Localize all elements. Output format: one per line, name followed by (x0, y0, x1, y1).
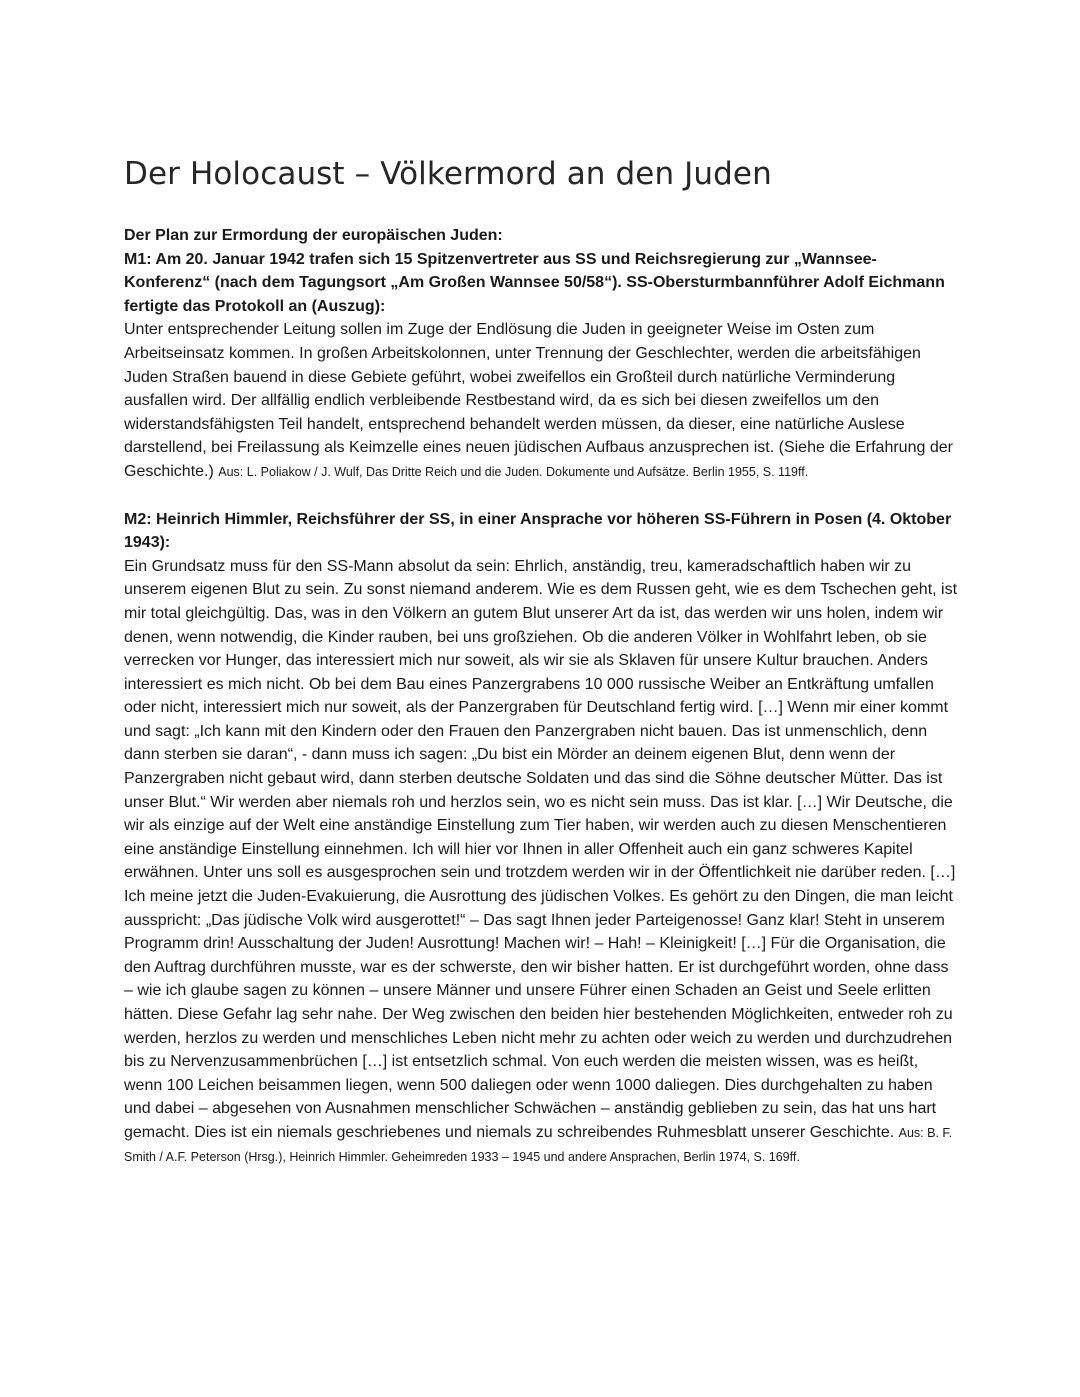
material-heading-m2: M2: Heinrich Himmler, Reichsführer der SS, in einer Ansprache vor höheren SS-Führern in Posen (4. Oktober 1943): (124, 510, 952, 552)
material-source-m1: Aus: L. Poliakow / J. Wulf, Das Dritte Reich und die Juden. Dokumente und Aufsätze. Berlin 1955, S. 119ff. (218, 464, 809, 479)
material-block-m1 (124, 224, 960, 484)
material-body-m1: Unter entsprechender Leitung sollen im Zuge der Endlösung die Juden in geeigneter Weise im Osten zum Arbeitseinsatz kommen. In großen Arbeitskolonnen, unter Trennung der Geschlechter, werden die arbeitsfähigen Juden Straßen bauend in diese Gebiete geführt, wobei zweifellos ein Großteil durch natürliche Verminderung ausfallen wird. Der allfällig endlich verbleibende Restbestand wird, da es sich bei diesen zweifellos um den widerstandsfähigsten Teil handelt, entsprechend behandelt werden müssen, da dieser, eine natürliche Auslese darstellend, bei Freilassung als Keimzelle eines neuen jüdischen Aufbaus anzusprechen ist. (Siehe die Erfahrung der Geschichte.) (124, 321, 953, 480)
section-heading: Der Plan zur Ermordung der europäischen Juden: (124, 227, 503, 244)
material-text-m2 (124, 555, 960, 1168)
material-block-m2 (124, 508, 960, 1169)
material-source-m2: Aus: B. F. Smith / A.F. Peterson (Hrsg.), Heinrich Himmler. Geheimreden 1933 – 1945 und andere Ansprachen, Berlin 1974, S. 169ff. (124, 1125, 953, 1164)
material-body-m2: Ein Grundsatz muss für den SS-Mann absolut da sein: Ehrlich, anständig, treu, kameradschaftlich haben wir zu unserem eigenen Blut zu sein. Zu sonst niemand anderem. Wie es dem Russen geht, wie es dem Tschechen geht, ist mir total gleichgültig. Das, was in den Völkern an gutem Blut unserer Art da ist, das werden wir uns holen, indem wir denen, wenn notwendig, die Kinder rauben, bei uns großziehen. Ob die anderen Völker in Wohlfahrt leben, ob sie verrecken vor Hunger, das interessiert mich nur soweit, als wir sie als Sklaven für unsere Kultur brauchen. Anders interessiert es mich nicht. Ob bei dem Bau eines Panzergrabens 10 000 russische Weiber an Entkräftung umfallen oder nicht, interessiert mich nur soweit, als der Panzergraben für Deutschland fertig wird. […] Wenn mir einer kommt und sagt: „Ich kann mit den Kindern oder den Frauen den Panzergraben nicht bauen. Das ist unmenschlich, denn dann sterben sie daran“, - dann muss ich sagen: „Du bist ein Mörder an deinem eigenen Blut, denn wenn der Panzergraben nicht gebaut wird, dann sterben deutsche Soldaten und das sind die Söhne deutscher Mütter. Das ist unser Blut.“ Wir werden aber niemals roh und herzlos sein, wo es nicht sein muss. Das ist klar. […] Wir Deutsche, die wir als einzige auf der Welt eine anständige Einstellung zum Tier haben, wir werden auch zu diesen Menschentieren eine anständige Einstellung einnehmen. Ich will hier vor Ihnen in aller Offenheit auch ein ganz schweres Kapitel erwähnen. Unter uns soll es ausgesprochen sein und trotzdem werden wir in der Öffentlichkeit nie darüber reden. […] Ich meine jetzt die Juden-Evakuierung, die Ausrottung des jüdischen Volkes. Es gehört zu den Dingen, die man leicht ausspricht: „Das jüdische Volk wird ausgerottet!“ – Das sagt Ihnen jeder Parteigenosse! Ganz klar! Steht in unserem Programm drin! Ausschaltung der Juden! Ausrottung! Machen wir! – Hah! – Kleinigkeit! […] Für die Organisation, die den Auftrag durchführen musste, war es der schwerste, den wir bisher hatten. Er ist durchgeführt worden, ohne dass – wie ich glaube sagen zu können – unsere Männer und unsere Führer einen Schaden an Geist und Seele erlitten hätten. Diese Gefahr lag sehr nahe. Der Weg zwischen den beiden hier bestehenden Möglichkeiten, entweder roh zu werden, herzlos zu werden und menschliches Leben nicht mehr zu achten oder weich zu werden und durchzudrehen bis zu Nervenzusammenbrüchen […] ist entsetzlich schmal. Von euch werden die meisten wissen, was es heißt, wenn 100 Leichen beisammen liegen, wenn 500 daliegen oder wenn 1000 daliegen. Dies durchgehalten zu haben und dabei – abgesehen von Ausnahmen menschlicher Schwächen – anständig geblieben zu sein, das hat uns hart gemacht. Dies ist ein niemals geschriebenes und niemals zu schreibendes Ruhmesblatt unserer Geschichte. (124, 557, 958, 1141)
material-heading-m1: M1: Am 20. Januar 1942 trafen sich 15 Spitzenvertreter aus SS und Reichsregierung zur „Wannsee-Konferenz“ (nach dem Tagungsort „Am Großen Wannsee 50/58“). SS-Obersturmbannführer Adolf Eichmann fertigte das Protokoll an (Auszug): (124, 250, 945, 315)
material-text-m1 (124, 318, 960, 483)
document-title: Der Holocaust – Völkermord an den Juden (124, 156, 772, 192)
